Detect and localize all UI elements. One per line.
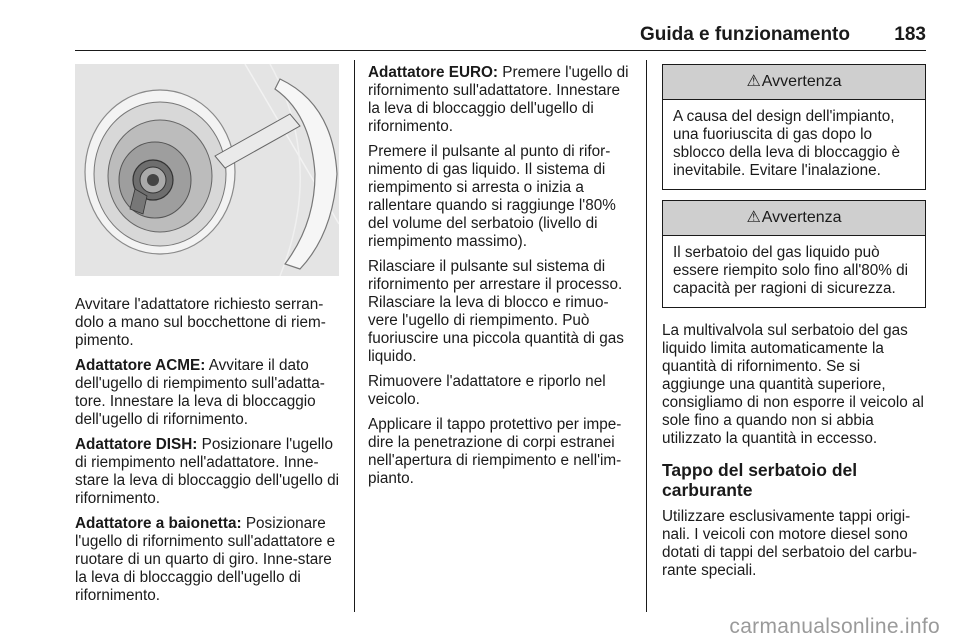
euro-text: Premere l'ugello di rifornimento sull'adattatore. Innestare la leva di bloccaggio dell'ugello di rifornimento. — [368, 64, 629, 135]
dish-label: Adattatore DISH: — [75, 436, 198, 453]
warning-header-2 — [663, 201, 925, 236]
euro-label: Adattatore EURO: — [368, 64, 499, 81]
paragraph-release-button: Rilasciare il pulsante sul sistema di rifornimento per arrestare il processo. Rilasciare la leva di blocco e rimuo-vere l'ugello di riempimento. Può fuoriuscire una piccola quantità di gas liquido. — [368, 258, 624, 365]
warning-triangle-icon: ⚠ — [746, 209, 761, 226]
column-1 — [75, 64, 345, 612]
fuel-filler-illustration — [75, 64, 339, 276]
paragraph-bayonet-adapter — [75, 515, 345, 605]
warning-box-1 — [662, 64, 926, 190]
paragraph-protective-cap: Applicare il tappo protettivo per impe-dire la penetrazione di corpi estranei nell'apertura di riempimento e nell'im-pianto. — [368, 416, 622, 487]
column-divider-1 — [354, 60, 355, 612]
paragraph-acme-adapter — [75, 357, 345, 429]
paragraph-euro-adapter — [368, 64, 633, 136]
warning-header-1 — [663, 65, 925, 100]
column-divider-2 — [646, 60, 647, 612]
warning-title-1: Avvertenza — [761, 73, 842, 90]
column-3 — [662, 64, 926, 587]
warning-title-2: Avvertenza — [761, 209, 842, 226]
paragraph-remove-adapter: Rimuovere l'adattatore e riporlo nel veicolo. — [368, 373, 606, 408]
bayonet-label: Adattatore a baionetta: — [75, 515, 242, 532]
acme-text: Avvitare il dato dell'ugello di riempimento sull'adatta-tore. Innestare la leva di bloccaggio dell'ugello di rifornimento. — [75, 357, 325, 428]
page-number: 183 — [894, 24, 926, 45]
header-rule — [75, 50, 926, 51]
paragraph-screw-adapter: Avvitare l'adattatore richiesto serran-dolo a mano sul bocchettone di riem-pimento. — [75, 296, 326, 349]
warning-box-2 — [662, 200, 926, 308]
paragraph-multivalve: La multivalvola sul serbatoio del gas liquido limita automaticamente la quantità di rifornimento. Se si aggiunge una quantità superiore, consigliamo di non esporre il veicolo al sole fino a quando non si abbia utilizzato la quantità in eccesso. — [662, 322, 924, 447]
section-heading-fuel-cap: Tappo del serbatoio del carburante — [662, 460, 858, 500]
bayonet-text: Posizionare l'ugello di rifornimento sull'adattatore e ruotare di un quarto di giro. Inne-stare la leva di bloccaggio dell'ugello di rifornimento. — [75, 515, 336, 604]
dish-text: Posizionare l'ugello di riempimento nell'adattatore. Inne-stare la leva di bloccaggio dell'ugello di rifornimento. — [75, 436, 339, 507]
acme-label: Adattatore ACME: — [75, 357, 206, 374]
paragraph-original-caps: Utilizzare esclusivamente tappi origi-nali. I veicoli con motore diesel sono dotati di tappi del serbatoio del carbu-rante speciali. — [662, 508, 918, 579]
warning-text-2: Il serbatoio del gas liquido può essere riempito solo fino all'80% di capacità per ragioni di sicurezza. — [673, 244, 909, 297]
page-header-title: Guida e funzionamento — [639, 24, 850, 45]
warning-triangle-icon: ⚠ — [746, 73, 761, 90]
paragraph-dish-adapter — [75, 436, 345, 508]
warning-text-1: A causa del design dell'impianto, una fuoriuscita di gas dopo lo sblocco della leva di bloccaggio è inevitabile. Evitare l'inalazione. — [673, 108, 901, 179]
paragraph-press-button: Premere il pulsante al punto di rifor-nimento di gas liquido. Il sistema di riempimento si arresta o inizia a rallentare quando si raggiunge l'80% del volume del serbatoio (livello di riempimento massimo). — [368, 143, 616, 250]
column-2 — [368, 64, 633, 495]
watermark: carmanualsonline.info — [729, 615, 940, 638]
fuel-filler-drawing — [75, 64, 339, 276]
